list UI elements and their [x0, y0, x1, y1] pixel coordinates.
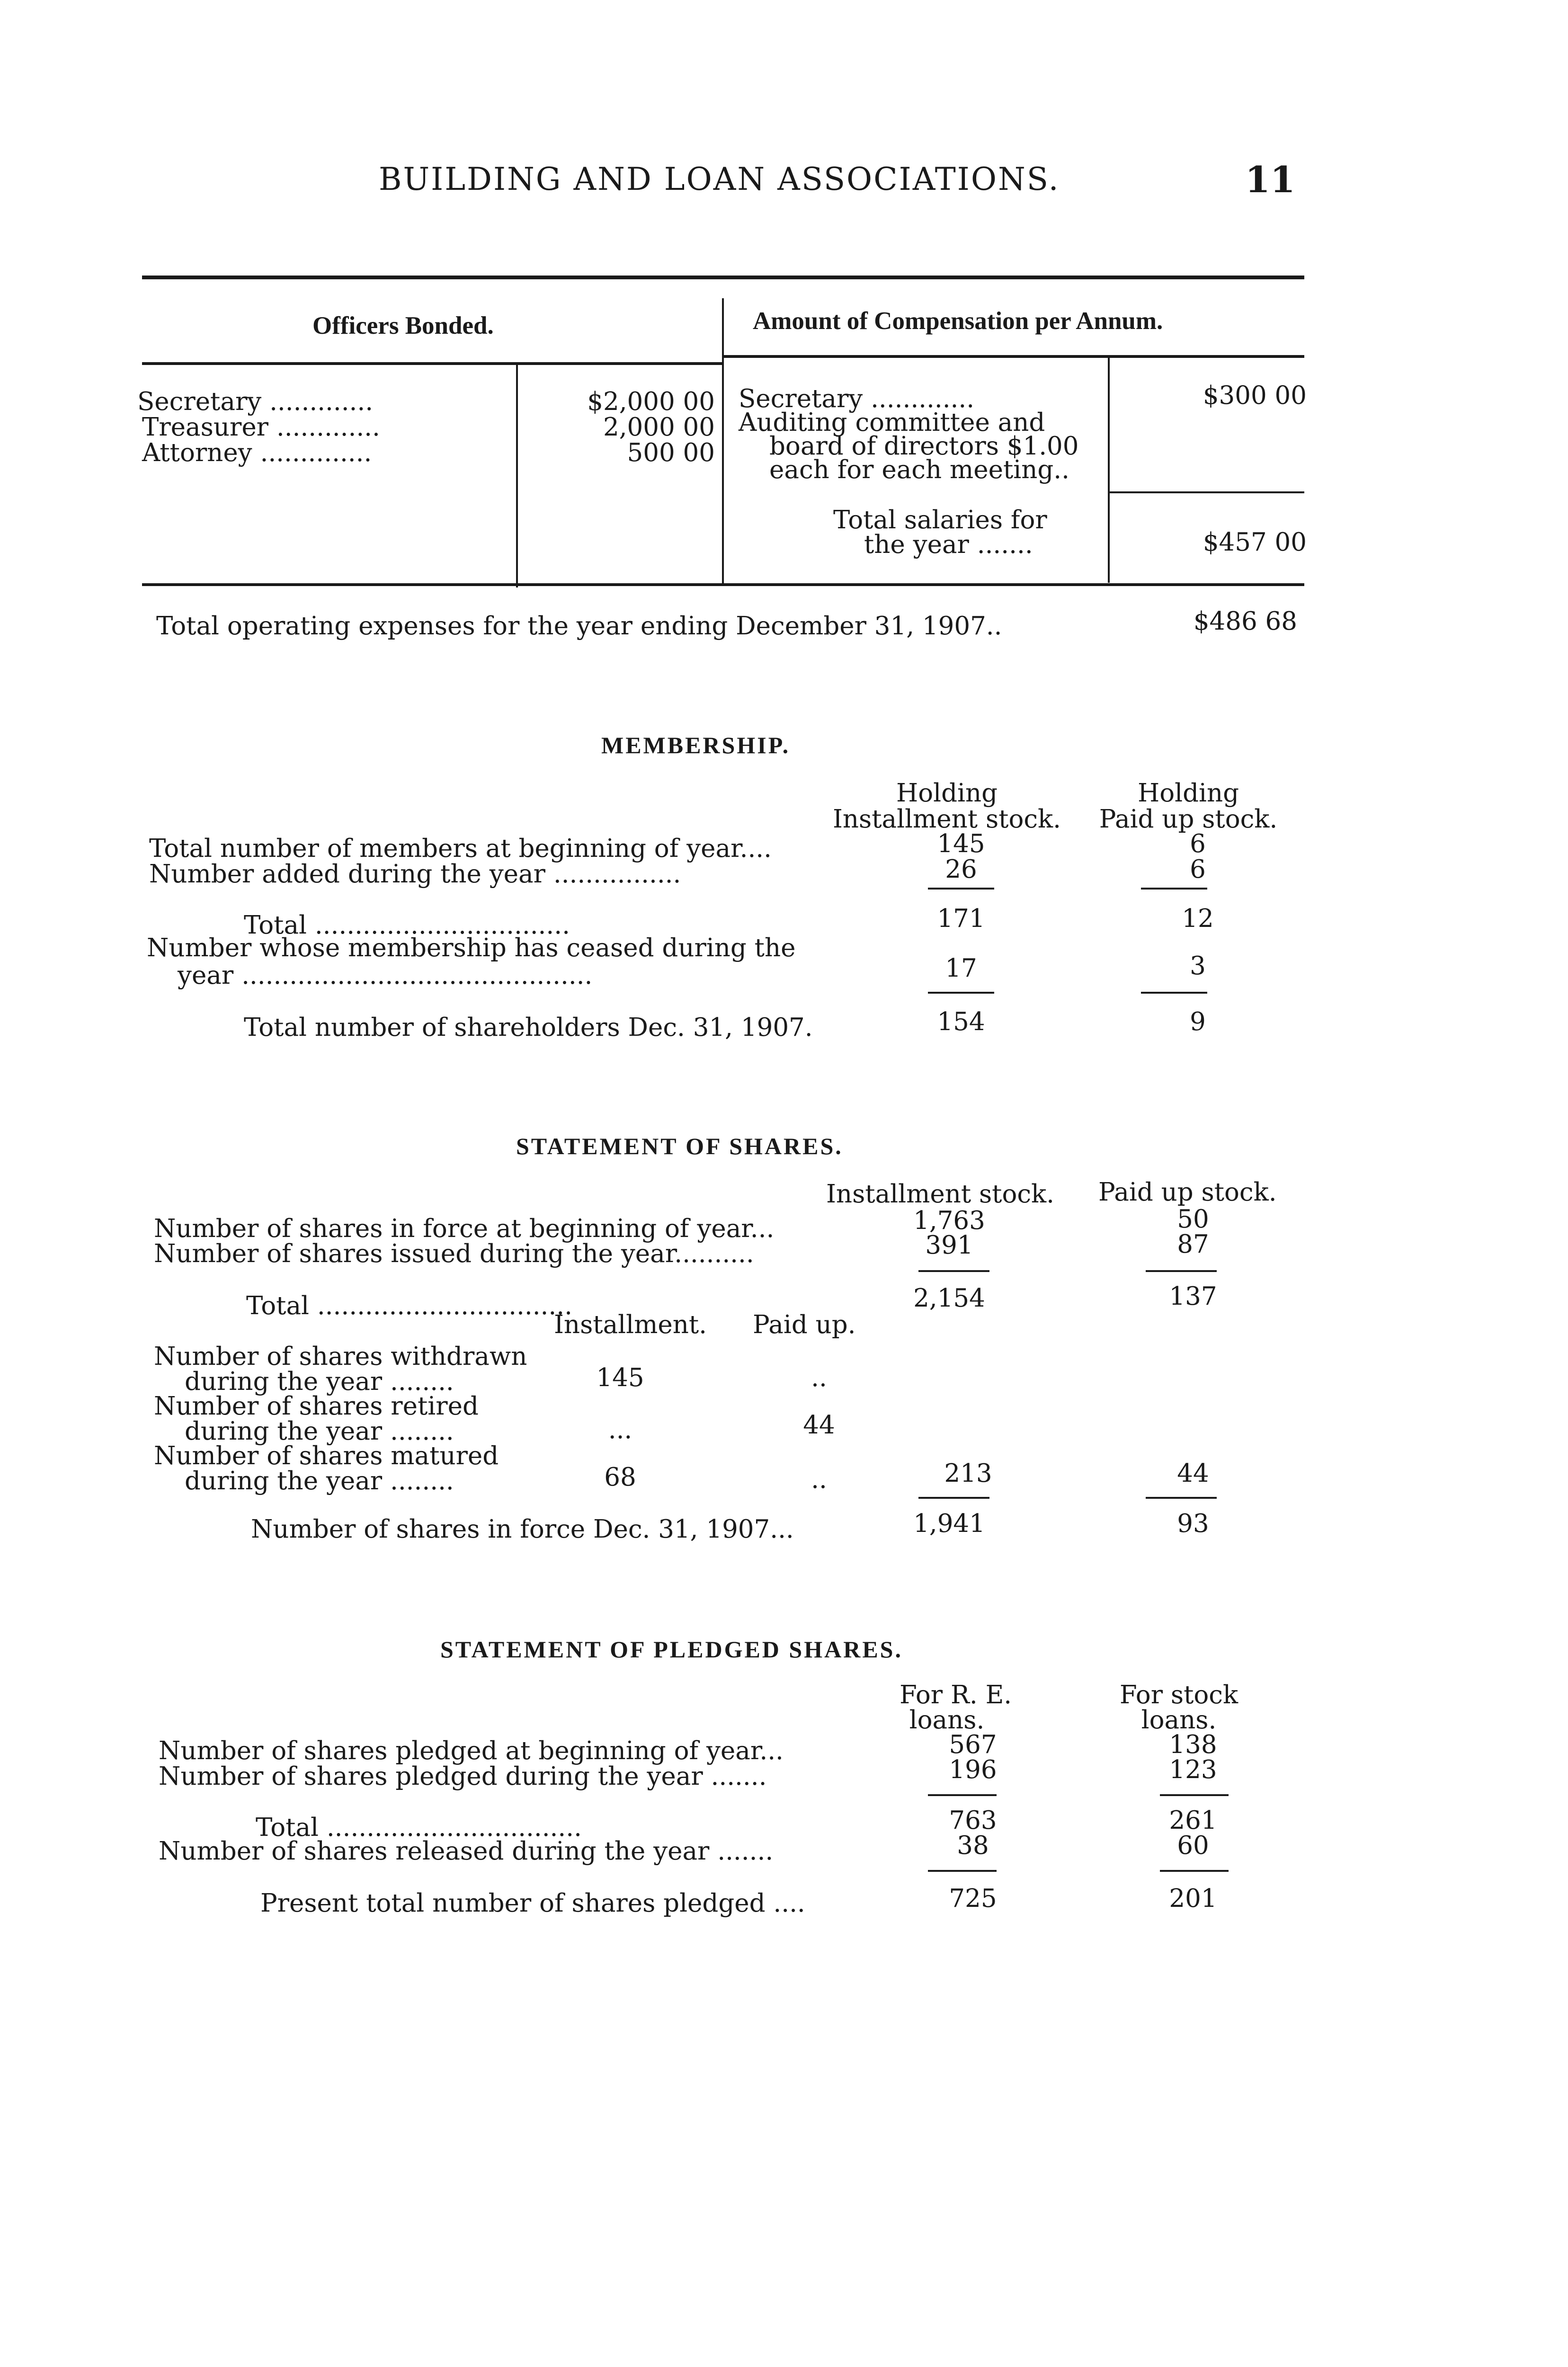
pledged-title: STATEMENT OF PLEDGED SHARES.	[440, 1636, 903, 1663]
pledged-released-label: Number of shares released during the year .......	[159, 1837, 774, 1866]
members-beginning-label: Total number of members at beginning of year....	[149, 834, 772, 863]
pledged-during-re: 196	[949, 1755, 997, 1784]
pledged-col2-line2: loans.	[1141, 1706, 1217, 1735]
pledged-final-stock: 201	[1169, 1884, 1217, 1913]
officer-attorney-label: Attorney ..............	[142, 438, 372, 467]
shares-begin-installment: 1,763	[913, 1206, 985, 1235]
members-total-installment: 171	[937, 904, 985, 933]
members-ceased-paidup: 3	[1190, 952, 1206, 980]
pledged-begin-stock: 138	[1169, 1730, 1217, 1759]
shares-final-label: Number of shares in force Dec. 31, 1907...	[251, 1515, 794, 1544]
shareholders-final-label: Total number of shareholders Dec. 31, 1907.	[244, 1013, 813, 1042]
shares-matured-installment: 68	[604, 1463, 636, 1492]
pledged-col2-line1: For stock	[1119, 1681, 1238, 1709]
column-divider-right	[1108, 358, 1110, 583]
membership-col2-line2: Paid up stock.	[1099, 805, 1278, 834]
table-top-rule	[142, 276, 1304, 279]
membership-col1-line1: Holding	[896, 779, 998, 808]
members-beginning-paidup: 6	[1190, 829, 1206, 858]
shares-withdrawn-line1: Number of shares withdrawn	[154, 1342, 527, 1371]
members-ceased-line2: year ............................................	[178, 961, 593, 990]
membership-final-rule-2	[1141, 992, 1207, 994]
officer-attorney-bond: 500 00	[627, 438, 715, 467]
shares-retired-line2: during the year ........	[185, 1417, 454, 1446]
pledged-final-label: Present total number of shares pledged ....	[260, 1889, 805, 1918]
pledged-final-re: 725	[949, 1884, 997, 1913]
shares-issued-label: Number of shares issued during the year..........	[154, 1239, 754, 1268]
shares-retired-paidup: 44	[803, 1411, 835, 1440]
pledged-final-rule-1	[928, 1870, 997, 1872]
column-divider-main	[722, 298, 724, 585]
right-header-rule	[724, 355, 1304, 358]
left-header-rule	[142, 362, 722, 365]
pledged-released-re: 38	[957, 1831, 989, 1860]
pledged-total-label: Total ................................	[256, 1813, 582, 1842]
salary-subtotal-rule	[1110, 491, 1304, 493]
shares-matured-line2: during the year ........	[185, 1467, 454, 1495]
table-bottom-rule	[142, 583, 1304, 586]
membership-subtotal-rule-1	[928, 888, 994, 890]
comp-line-meeting: each for each meeting..	[769, 455, 1069, 484]
membership-title: MEMBERSHIP.	[601, 732, 791, 758]
shares-withdrawn-paidup: ..	[811, 1363, 827, 1392]
members-beginning-installment: 145	[937, 829, 985, 858]
comp-line-board: board of directors $1.00	[769, 432, 1079, 461]
pledged-released-stock: 60	[1177, 1831, 1209, 1860]
shares-retired-line1: Number of shares retired	[154, 1392, 479, 1421]
members-added-installment: 26	[945, 855, 977, 884]
membership-col2-line1: Holding	[1137, 779, 1239, 808]
members-added-label: Number added during the year ................	[149, 860, 681, 889]
comp-line-auditing: Auditing committee and	[739, 408, 1045, 437]
members-ceased-installment: 17	[945, 954, 977, 983]
shares-final-rule-2	[1146, 1497, 1217, 1499]
officer-secretary-label: Secretary .............	[137, 387, 374, 416]
shares-withdrawn-installment: 145	[596, 1363, 644, 1392]
shares-deducted-paidup: 44	[1177, 1459, 1209, 1488]
shares-title: STATEMENT OF SHARES.	[516, 1133, 843, 1159]
shareholders-final-installment: 154	[937, 1007, 985, 1036]
shares-begin-paidup: 50	[1177, 1205, 1209, 1234]
shares-deducted-installment: 213	[944, 1459, 992, 1488]
shares-col1-header: Installment stock.	[826, 1180, 1055, 1209]
shares-subcol-installment: Installment.	[554, 1310, 707, 1339]
shares-final-installment: 1,941	[913, 1509, 985, 1538]
running-header: BUILDING AND LOAN ASSOCIATIONS.	[379, 161, 1060, 197]
pledged-during-label: Number of shares pledged during the year .......	[159, 1762, 767, 1791]
shares-begin-label: Number of shares in force at beginning of year...	[154, 1214, 775, 1243]
shares-subtotal-rule-1	[918, 1270, 989, 1272]
total-salaries-line2: the year .......	[864, 530, 1033, 559]
comp-amount: $300 00	[1203, 381, 1307, 410]
shares-withdrawn-line2: during the year ........	[185, 1367, 454, 1396]
shares-subtotal-rule-2	[1146, 1270, 1217, 1272]
pledged-final-rule-2	[1160, 1870, 1229, 1872]
pledged-during-stock: 123	[1169, 1755, 1217, 1784]
page-number: 11	[1245, 159, 1295, 201]
pledged-begin-label: Number of shares pledged at beginning of year...	[159, 1736, 784, 1765]
operating-expenses-amount: $486 68	[1193, 607, 1297, 636]
members-ceased-line1: Number whose membership has ceased during the	[147, 934, 796, 962]
shares-col2-header: Paid up stock.	[1098, 1178, 1277, 1207]
members-total-label: Total ................................	[244, 911, 570, 940]
shareholders-final-paidup: 9	[1190, 1007, 1206, 1036]
officers-bonded-heading: Officers Bonded.	[312, 312, 494, 339]
shares-matured-paidup: ..	[811, 1465, 827, 1494]
pledged-total-stock: 261	[1169, 1806, 1217, 1835]
shares-issued-installment: 391	[925, 1231, 973, 1260]
compensation-heading: Amount of Compensation per Annum.	[753, 307, 1163, 335]
officer-treasurer-label: Treasurer .............	[142, 413, 380, 442]
column-divider-left	[516, 365, 518, 587]
operating-expenses-label: Total operating expenses for the year ending December 31, 1907..	[156, 612, 1002, 641]
membership-subtotal-rule-2	[1141, 888, 1207, 890]
officer-secretary-bond: $2,000 00	[587, 387, 715, 416]
shares-final-paidup: 93	[1177, 1509, 1209, 1538]
shares-subcol-paidup: Paid up.	[753, 1310, 856, 1339]
shares-retired-installment: ...	[608, 1415, 633, 1444]
members-added-paidup: 6	[1190, 855, 1206, 884]
pledged-col1-line2: loans.	[909, 1706, 985, 1735]
pledged-col1-line1: For R. E.	[900, 1681, 1012, 1709]
total-salaries-amount: $457 00	[1203, 528, 1307, 557]
officer-treasurer-bond: 2,000 00	[603, 413, 715, 442]
comp-line-secretary: Secretary .............	[739, 384, 975, 413]
membership-final-rule-1	[928, 992, 994, 994]
total-salaries-line1: Total salaries for	[833, 506, 1047, 534]
pledged-subtotal-rule-2	[1160, 1794, 1229, 1796]
pledged-begin-re: 567	[949, 1730, 997, 1759]
shares-total-installment: 2,154	[913, 1284, 985, 1313]
shares-matured-line1: Number of shares matured	[154, 1442, 499, 1470]
members-total-paidup: 12	[1182, 904, 1214, 933]
shares-issued-paidup: 87	[1177, 1230, 1209, 1259]
shares-total-label: Total ................................	[246, 1291, 572, 1320]
shares-final-rule-1	[918, 1497, 989, 1499]
membership-col1-line2: Installment stock.	[832, 805, 1061, 834]
shares-total-paidup: 137	[1169, 1282, 1217, 1311]
pledged-subtotal-rule-1	[928, 1794, 997, 1796]
pledged-total-re: 763	[949, 1806, 997, 1835]
